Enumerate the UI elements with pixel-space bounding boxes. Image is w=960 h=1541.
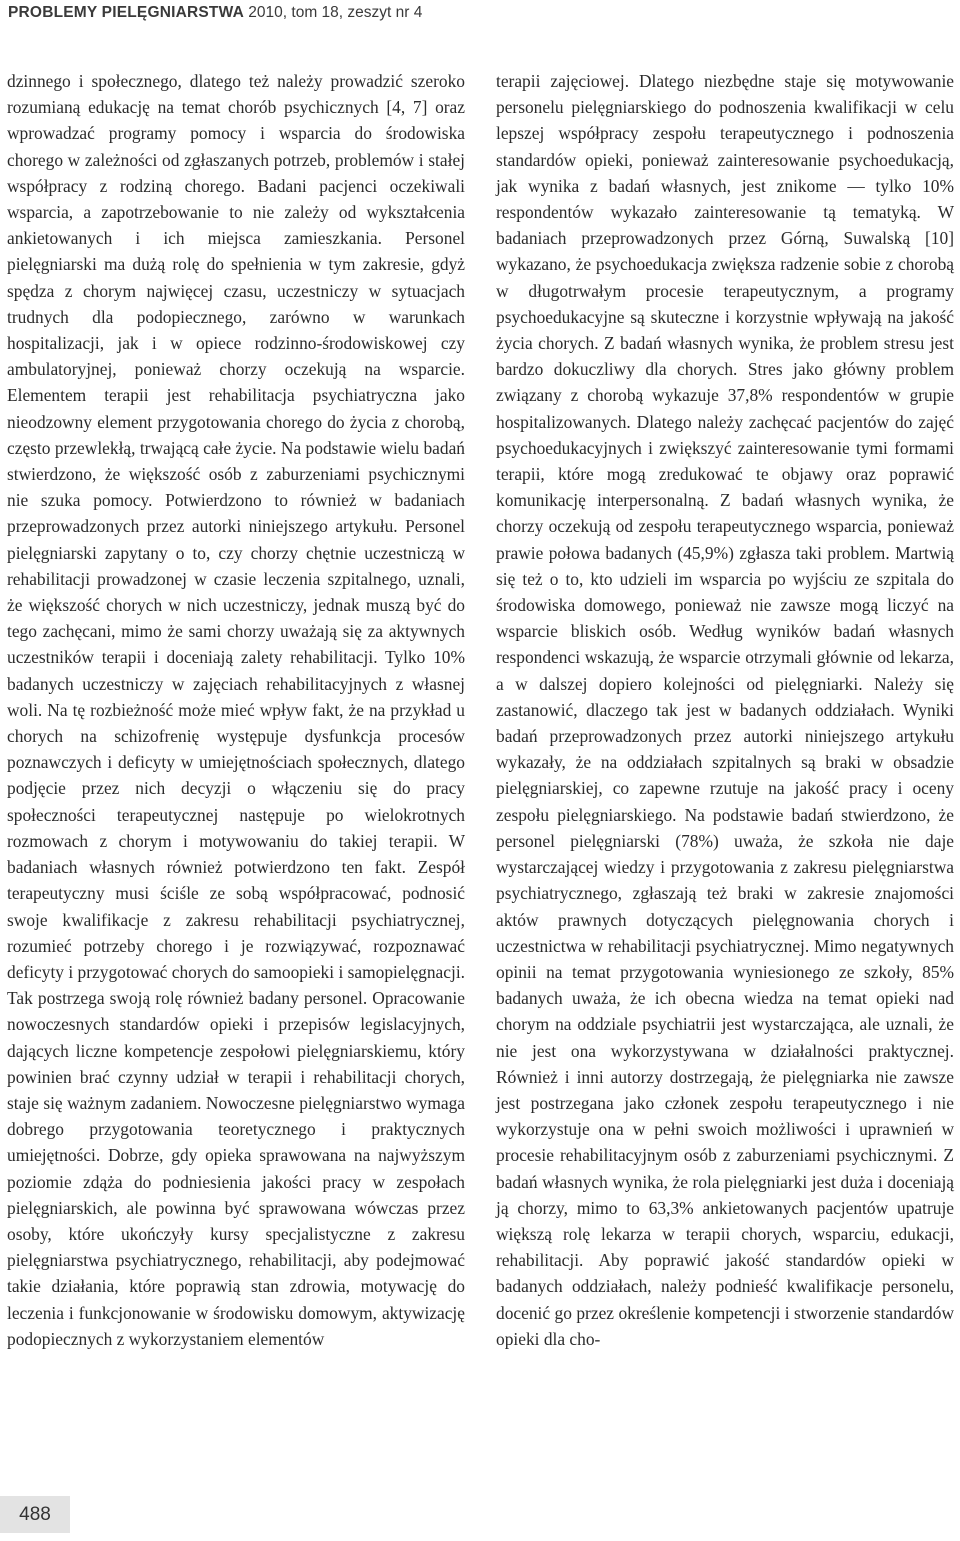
issue-info: 2010, tom 18, zeszyt nr 4 xyxy=(248,4,423,21)
left-column-text: dzinnego i społecznego, dlatego też należy prowadzić szeroko rozumianą edukację na temat chorób psychicznych [4, 7] oraz wprowadzać programy pomocy i wsparcia do środowiska chorego w zależności od zgłaszanych potrzeb, problemów i stałej współpracy z rodziną chorego. Badani pacjenci oczekiwali wsparcia, a zapotrzebowanie to nie zależy od wykształcenia ankietowanych i ich miejsca zamieszkania. Personel pielęgniarski ma dużą rolę do spełnienia w tym zakresie, gdyż spędza z chorym najwięcej czasu, uczestniczy w sytuacjach trudnych dla podopiecznego, zarówno w warunkach hospitalizacji, jak i w opiece rodzinno-środowiskowej czy ambulatoryjnej, ponieważ chorzy oczekują na wsparcie. Elementem terapii jest rehabilitacja psychiatryczna jako nieodzowny element przygotowania chorego do życia z chorobą, często przewlekłą, trwającą całe życie. Na podstawie wielu badań stwierdzono, że większość osób z zaburzeniami psychicznymi nie szuka pomocy. Potwierdzono to również w badaniach przeprowadzonych przez autorki niniejszego artykułu. Personel pielęgniarski zapytany o to, czy chorzy chętnie uczestniczą w rehabilitacji prowadzonej w czasie leczenia szpitalnego, uznali, że większość chorych w nich uczestniczy, jednak muszą być do tego zachęcani, mimo że sami chorzy uważają się za aktywnych uczestników terapii i doceniają zalety rehabilitacji. Tylko 10% badanych uczestniczy w zajęciach rehabilitacyjnych z własnej woli. Na tę rozbieżność może mieć wpływ fakt, że na przykład u chorych na schizofrenię występuje dysfunkcja procesów poznawczych i deficyty w umiejętnościach społecznych, dlatego podjęcie przez nich decyzji o włączeniu się do pracy społeczności terapeutycznej następuje po wielokrotnych rozmowach z chorym i motywowaniu do takiej terapii. W badaniach własnych również potwierdzono ten fakt. Zespół terapeutyczny musi ściśle ze sobą współpracować, podnosić swoje kwalifikacje z zakresu rehabilitacji psychiatrycznej, rozumieć potrzeby chorego i je rozwiązywać, rozpoznawać deficyty i przygotować chorych do samoopieki i samopielęgnacji. Tak postrzega swoją rolę również badany personel. Opracowanie nowoczesnych standardów opieki i przepisów legislacyjnych, dających liczne kompetencje zespołowi pielęgniarskiemu, który powinien brać czynny udział w terapii i rehabilitacji chorych, staje się ważnym zadaniem. Nowoczesne pielęgniarstwo wymaga dobrego przygotowania teoretycznego i praktycznych umiejętności. Dobrze, gdy opieka sprawowana na najwyższym poziomie zdąża do podniesienia jakości pracy w zespołach pielęgniarskich, ale powinna być sprawowana wówczas przez osoby, które ukończyły kursy specjalistyczne z zakresu pielęgniarstwa psychiatrycznego, rehabilitacji, aby podejmować takie działania, które poprawią stan zdrowia, motywację do leczenia i funkcjonowanie w środowisku domowym, aktywizację podopiecznych z wykorzystaniem elementów xyxy=(7,71,465,1349)
journal-title: PROBLEMY PIELĘGNIARSTWA xyxy=(8,4,244,21)
running-header xyxy=(8,2,422,24)
page-number: 488 xyxy=(19,1503,51,1525)
right-column-text: terapii zajęciowej. Dlatego niezbędne staje się motywowanie personelu pielęgniarskiego do podnoszenia kwalifikacji w celu lepszej współpracy zespołu terapeutycznego i podnoszenia standardów opieki, ponieważ zainteresowanie psychoedukacją, jak wynika z badań własnych, jest znikome — tylko 10% respondentów wykazało zainteresowanie tą tematyką. W badaniach przeprowadzonych przez Górną, Suwalską [10] wykazano, że psychoedukacja zwiększa radzenie sobie z chorobą w długotrwałym procesie terapeutycznym, a programy psychoedukacyjne są skuteczne i korzystnie wpływają na jakość życia chorych. Z badań własnych wynika, że problem stresu jest bardzo dokuczliwy dla chorych. Stres jako główny problem związany z chorobą wykazuje 37,8% respondentów w grupie hospitalizowanych. Dlatego należy zachęcać pacjentów do zajęć psychoedukacyjnych i zwiększyć zainteresowanie tymi formami terapii, które mogą zredukować te objawy oraz poprawić komunikację interpersonalną. Z badań własnych wynika, że chorzy oczekują od zespołu terapeutycznego wsparcia, ponieważ prawie połowa badanych (45,9%) zgłasza taki problem. Martwią się też o to, kto udzieli im wsparcia po wyjściu ze szpitala do środowiska domowego, ponieważ nie zawsze mogą liczyć na wsparcie bliskich osób. Według wyników badań własnych respondenci wskazują, że wsparcie otrzymali głównie od lekarza, a w dalszej dopiero kolejności od pielęgniarki. Należy się zastanowić, dlaczego tak jest w badanych oddziałach. Wyniki badań przeprowadzonych przez autorki niniejszego artykułu wykazały, że na oddziałach szpitalnych są braki w obsadzie pielęgniarskiej, co zapewne rzutuje na jakość pracy i oceny zespołu pielęgniarskiego. Na podstawie badań stwierdzono, że personel pielęgniarski (78%) uważa, że szkoła nie daje wystarczającej wiedzy i przygotowania z zakresu pielęgniarstwa psychiatrycznego, zgłaszają też braki w zakresie znajomości aktów prawnych dotyczących pielęgnowania chorych i uczestnictwa w rehabilitacji psychiatrycznej. Mimo negatywnych opinii na temat przygotowania wyniesionego ze szkoły, 85% badanych uważa, że ich obecna wiedza na temat opieki nad chorym na oddziale psychiatrii jest wystarczająca, ale uznali, że nie jest ona wykorzystywana w działalności praktycznej. Również i inni autorzy dostrzegają, że pielęgniarka nie zawsze jest postrzegana jako członek zespołu terapeutycznego i nie wykorzystuje ona w pełni swoich możliwości i uprawnień w procesie rehabilitacyjnym osób z zaburzeniami psychicznymi. Z badań własnych wynika, że rola pielęgniarki jest duża i doceniają ją chorzy, mimo to 63,3% ankietowanych pacjentów upatruje większą rolę lekarza w terapii chorych, wsparciu, edukacji, rehabilitacji. Aby poprawić jakość standardów opieki w badanych oddziałach, należy podnieść kwalifikacje personelu, docenić go przez określenie kompetencji i stworzenie standardów opieki dla cho- xyxy=(496,71,954,1349)
page-number-box xyxy=(0,1496,70,1533)
right-column xyxy=(496,68,954,1352)
left-column xyxy=(7,68,465,1352)
